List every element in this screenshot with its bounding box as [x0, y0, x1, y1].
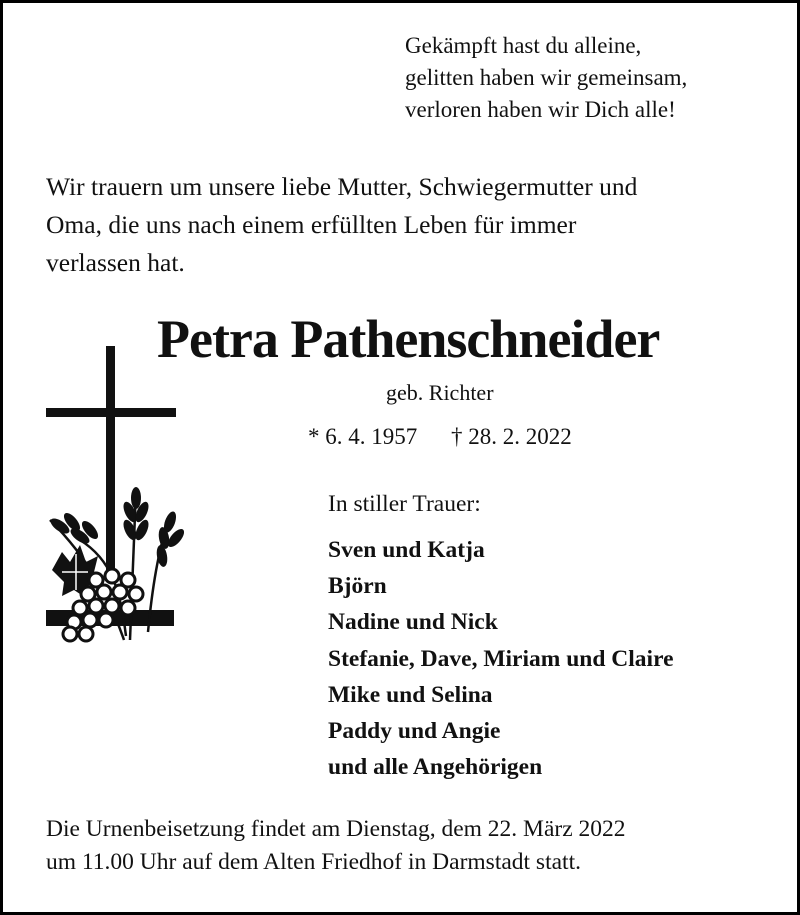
- mourner-entry: und alle Angehörigen: [328, 754, 543, 781]
- funeral-details: [46, 813, 626, 879]
- intro-line: Wir trauern um unsere liebe Mutter, Schwiegermutter und: [46, 172, 638, 201]
- mourner-entry: Björn: [328, 573, 387, 600]
- life-dates: [308, 424, 572, 450]
- mourners-heading: In stiller Trauer:: [328, 491, 481, 517]
- mourner-entry: Nadine und Nick: [328, 609, 498, 636]
- poem-line: gelitten haben wir gemeinsam,: [405, 65, 688, 90]
- poem-verse: [405, 30, 687, 126]
- intro-line: Oma, die uns nach einem erfüllten Leben für immer: [46, 210, 577, 239]
- funeral-line: Die Urnenbeisetzung findet am Dienstag, dem 22. März 2022: [46, 816, 626, 842]
- mourner-entry: Mike und Selina: [328, 681, 493, 708]
- funeral-line: um 11.00 Uhr auf dem Alten Friedhof in Darmstadt statt.: [46, 849, 581, 875]
- poem-line: Gekämpft hast du alleine,: [405, 33, 642, 58]
- maiden-name: geb. Richter: [386, 380, 494, 405]
- mourner-entry: Sven und Katja: [328, 537, 485, 563]
- mourner-entry: Stefanie, Dave, Miriam und Claire: [328, 645, 674, 672]
- intro-text: [46, 168, 766, 282]
- birth-date: * 6. 4. 1957: [308, 424, 418, 449]
- intro-line: verlassen hat.: [46, 248, 185, 277]
- mourner-entry: Paddy und Angie: [328, 718, 501, 745]
- death-date: † 28. 2. 2022: [451, 424, 572, 449]
- mourners-list: [328, 532, 674, 785]
- deceased-name: Petra Pathenschneider: [157, 309, 660, 369]
- cross-with-grapes-and-wheat-icon: [40, 340, 190, 650]
- poem-line: verloren haben wir Dich alle!: [405, 97, 676, 122]
